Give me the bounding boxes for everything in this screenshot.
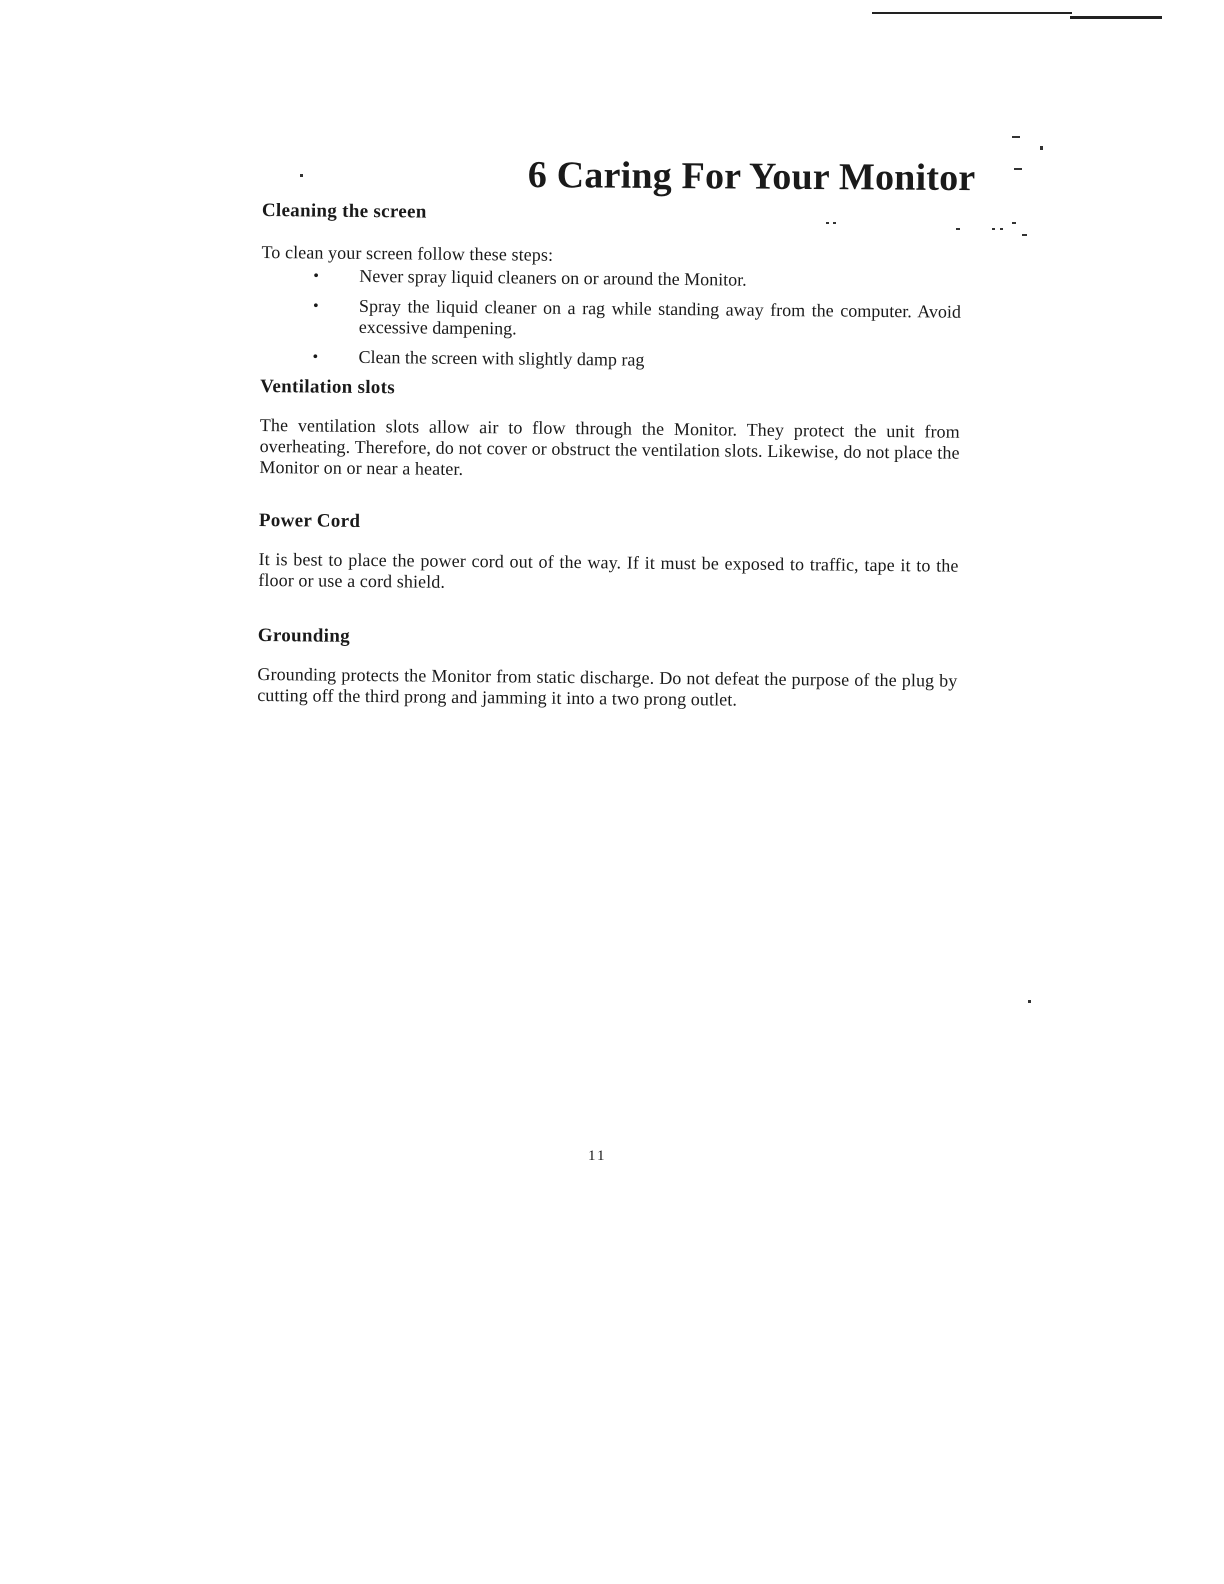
section-heading: Power Cord	[258, 509, 361, 532]
section-intro: To clean your screen follow these steps:	[261, 241, 554, 265]
scan-artifact-speck	[1028, 1000, 1031, 1003]
bullet-icon: •	[312, 297, 319, 315]
list-item	[307, 295, 961, 343]
section-body: The ventilation slots allow air to flow through the Monitor. They protect the unit from overheating. Therefore, do not cover or obstruct the ventilation slots. Likewise, do not place the Monitor on or near a heater.	[259, 414, 960, 479]
scan-artifact-line	[1070, 16, 1162, 19]
scan-artifact-speck	[1022, 234, 1027, 236]
list-item	[306, 346, 960, 373]
list-item	[307, 265, 961, 292]
page-number: 11	[588, 1148, 607, 1164]
scan-artifact-speck	[1012, 136, 1020, 138]
list-item-text: Clean the screen with slightly damp rag	[358, 346, 645, 370]
section-heading: Grounding	[257, 624, 351, 647]
section-body: Grounding protects the Monitor from static discharge. Do not defeat the purpose of the plug by cutting off the third prong and jamming it into a two prong outlet.	[257, 663, 958, 710]
section-ventilation-slots	[259, 376, 960, 485]
scan-artifact-speck	[1000, 228, 1003, 230]
scan-artifact-line	[872, 12, 1072, 14]
bullet-icon: •	[313, 267, 319, 285]
section-body: It is best to place the power cord out of the way. If it must be exposed to traffic, tape it to the floor or use a cord shield.	[258, 548, 959, 592]
scan-artifact-speck	[1014, 168, 1022, 170]
scan-artifact-speck	[300, 174, 303, 177]
list-item-text: Spray the liquid cleaner on a rag while standing away from the computer. Avoid excessive dampening.	[358, 295, 962, 339]
page-title: 6 Caring For Your Monitor	[527, 154, 976, 200]
section-grounding	[257, 625, 958, 713]
bullet-icon: •	[312, 348, 319, 366]
section-heading: Ventilation slots	[260, 375, 396, 399]
document-body	[257, 200, 962, 713]
scan-artifact-speck	[1012, 222, 1016, 224]
cleaning-steps-list	[260, 265, 961, 374]
scan-artifact-speck	[1040, 146, 1043, 150]
section-heading: Cleaning the screen	[261, 200, 427, 223]
section-power-cord	[258, 510, 959, 598]
section-cleaning-screen	[260, 200, 962, 374]
list-item-text: Never spray liquid cleaners on or around the Monitor.	[359, 265, 747, 290]
scan-artifact-speck	[992, 228, 995, 230]
